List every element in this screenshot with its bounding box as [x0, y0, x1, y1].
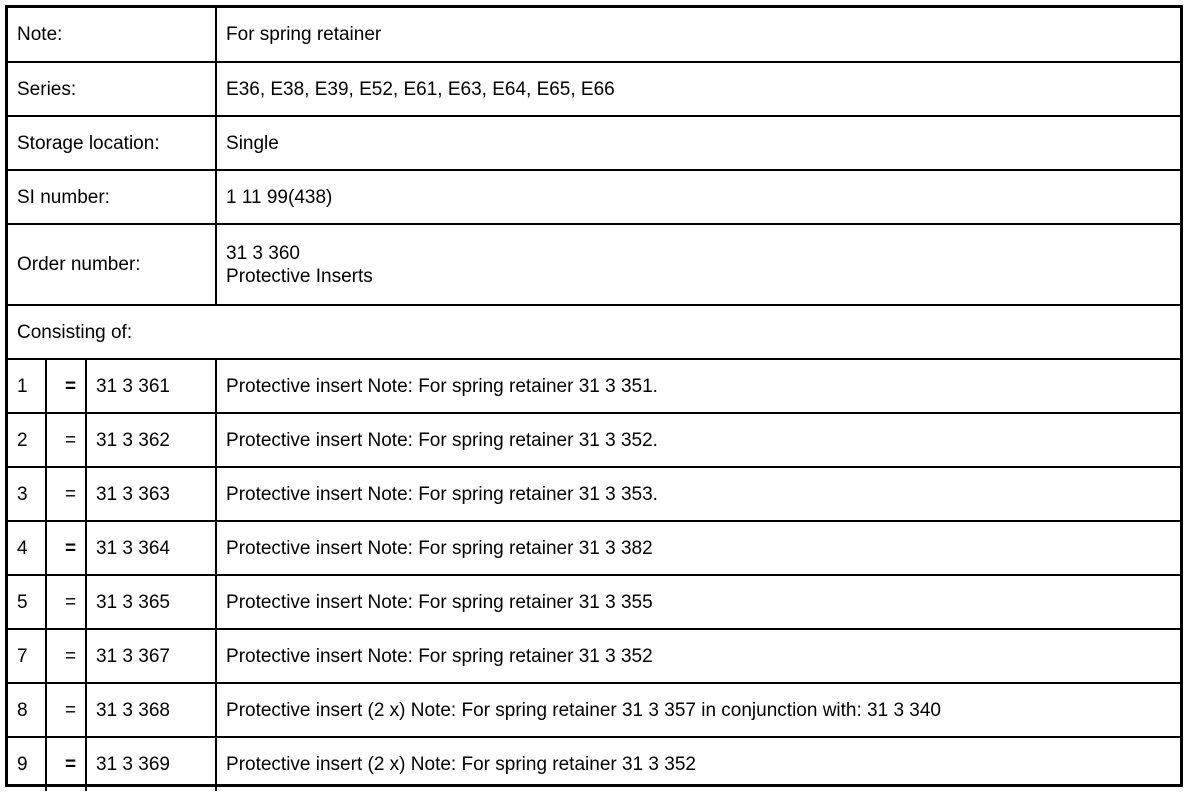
table-row: [8, 359, 1180, 413]
item-description: Protective insert Note: For spring retainer 31 3 352.: [216, 413, 1180, 467]
series-label: Series:: [8, 62, 216, 116]
note-row: [8, 8, 1180, 62]
storage-location-value: Single: [216, 116, 1180, 170]
table-row: [8, 575, 1180, 629]
order-number-row: [8, 224, 1180, 305]
item-part-number: 31 3 369: [86, 737, 216, 791]
item-index: 9: [8, 737, 46, 791]
item-part-number: 31 3 364: [86, 521, 216, 575]
item-description: Protective insert Note: For spring retainer 31 3 352: [216, 629, 1180, 683]
item-sign-text: =: [64, 591, 77, 613]
item-sign: [46, 629, 86, 683]
item-part-number: 31 3 367: [86, 629, 216, 683]
item-sign: [46, 683, 86, 737]
item-part-number: 31 3 363: [86, 467, 216, 521]
si-number-label: SI number:: [8, 170, 216, 224]
item-description: Protective insert Note: For spring retainer 31 3 351.: [216, 359, 1180, 413]
item-description: Protective insert (2 x) Note: For spring retainer 31 3 357 in conjunction with: 31 3 340: [216, 683, 1180, 737]
item-sign: [46, 467, 86, 521]
item-sign-text: =: [64, 645, 77, 667]
item-sign: [46, 359, 86, 413]
item-index: 2: [8, 413, 46, 467]
table-row: [8, 737, 1180, 791]
item-sign-text: =: [64, 754, 77, 775]
item-sign: [46, 737, 86, 791]
series-value: E36, E38, E39, E52, E61, E63, E64, E65, E66: [216, 62, 1180, 116]
item-index: 3: [8, 467, 46, 521]
item-sign: [46, 413, 86, 467]
item-sign-text: =: [64, 375, 77, 397]
item-part-number: 31 3 362: [86, 413, 216, 467]
item-sign-text: =: [64, 699, 77, 721]
order-number-label: Order number:: [8, 224, 216, 305]
item-sign-text: =: [64, 483, 77, 505]
si-number-row: [8, 170, 1180, 224]
item-index: 4: [8, 521, 46, 575]
table-row: [8, 521, 1180, 575]
item-sign: [46, 521, 86, 575]
item-index: 5: [8, 575, 46, 629]
table-row: [8, 413, 1180, 467]
si-number-value: 1 11 99(438): [216, 170, 1180, 224]
consisting-of-label: Consisting of:: [8, 305, 1180, 359]
item-sign-text: =: [64, 429, 77, 451]
consisting-of-row: [8, 305, 1180, 359]
item-description: Protective insert Note: For spring retainer 31 3 353.: [216, 467, 1180, 521]
item-index: 8: [8, 683, 46, 737]
parts-info-table: [8, 8, 1180, 791]
note-label: Note:: [8, 8, 216, 62]
order-number-value: [216, 224, 1180, 305]
order-number: 31 3 360: [226, 242, 300, 264]
order-name: Protective Inserts: [226, 265, 373, 287]
item-sign-text: =: [64, 537, 77, 559]
item-index: 1: [8, 359, 46, 413]
storage-location-label: Storage location:: [8, 116, 216, 170]
table-row: [8, 629, 1180, 683]
item-part-number: 31 3 365: [86, 575, 216, 629]
item-description: Protective insert Note: For spring retainer 31 3 355: [216, 575, 1180, 629]
item-part-number: 31 3 361: [86, 359, 216, 413]
item-description: Protective insert Note: For spring retainer 31 3 382: [216, 521, 1180, 575]
parts-info-sheet: [5, 5, 1183, 787]
table-row: [8, 467, 1180, 521]
item-index: 7: [8, 629, 46, 683]
series-row: [8, 62, 1180, 116]
item-sign: [46, 575, 86, 629]
table-row: [8, 683, 1180, 737]
item-part-number: 31 3 368: [86, 683, 216, 737]
note-value: For spring retainer: [216, 8, 1180, 62]
storage-location-row: [8, 116, 1180, 170]
item-description: Protective insert (2 x) Note: For spring retainer 31 3 352: [216, 737, 1180, 791]
